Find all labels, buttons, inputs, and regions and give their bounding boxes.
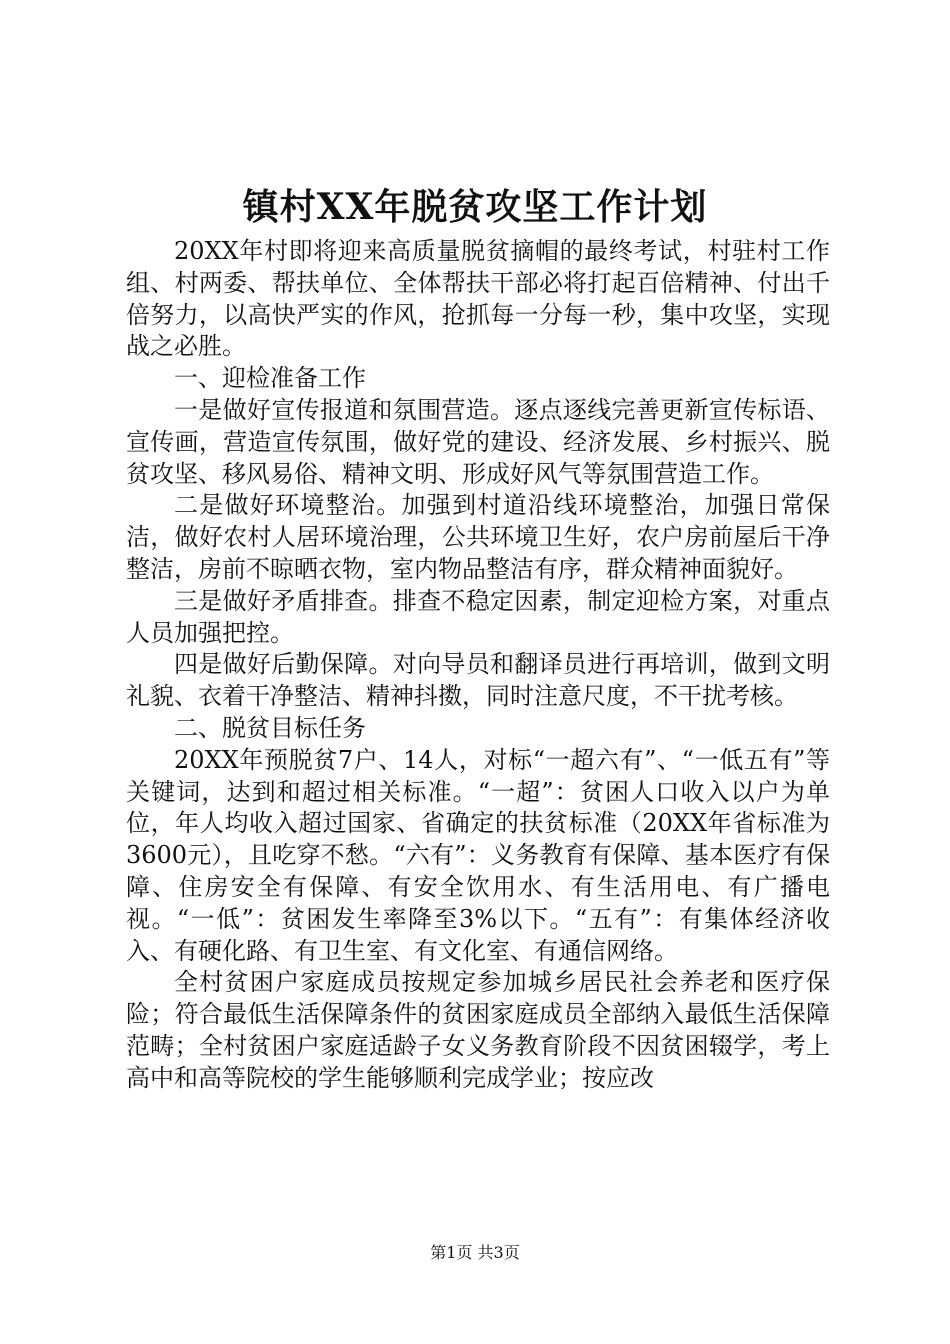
section-heading-2: 二、脱贫目标任务 xyxy=(174,713,366,742)
page-footer: 第1页 共3页 xyxy=(430,1243,520,1262)
paragraph-item-4: 四是做好后勤保障。对向导员和翻译员进行再培训，做到文明礼貌、衣着干净整洁、精神抖擞，同时注意尺度，不干扰考核。 xyxy=(126,650,830,711)
paragraph-item-3: 三是做好矛盾排查。排查不稳定因素，制定迎检方案，对重点人员加强把控。 xyxy=(126,586,830,647)
paragraph-item-2: 二是做好环境整治。加强到村道沿线环境整治，加强日常保洁，做好农村人居环境治理，公共环境卫生好，农户房前屋后干净整洁，房前不晾晒衣物，室内物品整洁有序，群众精神面貌好。 xyxy=(126,491,830,583)
section-heading-1: 一、迎检准备工作 xyxy=(174,364,366,393)
paragraph-item-1: 一是做好宣传报道和氛围营造。逐点逐线完善更新宣传标语、宣传画，营造宣传氛围，做好党的建设、经济发展、乡村振兴、脱贫攻坚、移风易俗、精神文明、形成好风气等氛围营造工作。 xyxy=(126,395,830,488)
paragraph-coverage: 全村贫困户家庭成员按规定参加城乡居民社会养老和医疗保险；符合最低生活保障条件的贫困家庭成员全部纳入最低生活保障范畴；全村贫困户家庭适龄子女义务教育阶段不因贫困辍学，考上高中和高等院校的学生能够顺利完成学业；按应改 xyxy=(126,968,830,1092)
document-title: 镇村XX年脱贫攻坚工作计划 xyxy=(242,186,708,228)
paragraph-targets: 20XX年预脱贫7户、14人，对标“一超六有”、“一低五有”等关键词，达到和超过相关标准。“一超”：贫困人口收入以户为单位，年人均收入超过国家、省确定的扶贫标准（20XX年省标准为3600元），且吃穿不愁。“六有”：义务教育有保障、基本医疗有保障、住房安全有保障、有安全饮用水、有生活用电、有广播电视。“一低”：贫困发生率降至3%以下。“五有”：有集体经济收入、有硬化路、有卫生室、有文化室、有通信网络。 xyxy=(126,745,830,965)
document-body xyxy=(126,236,830,1095)
paragraph-intro: 20XX年村即将迎来高质量脱贫摘帽的最终考试，村驻村工作组、村两委、帮扶单位、全体帮扶干部必将打起百倍精神、付出千倍努力，以高快严实的作风，抢抓每一分每一秒，集中攻坚，实现战之必胜。 xyxy=(126,237,830,361)
